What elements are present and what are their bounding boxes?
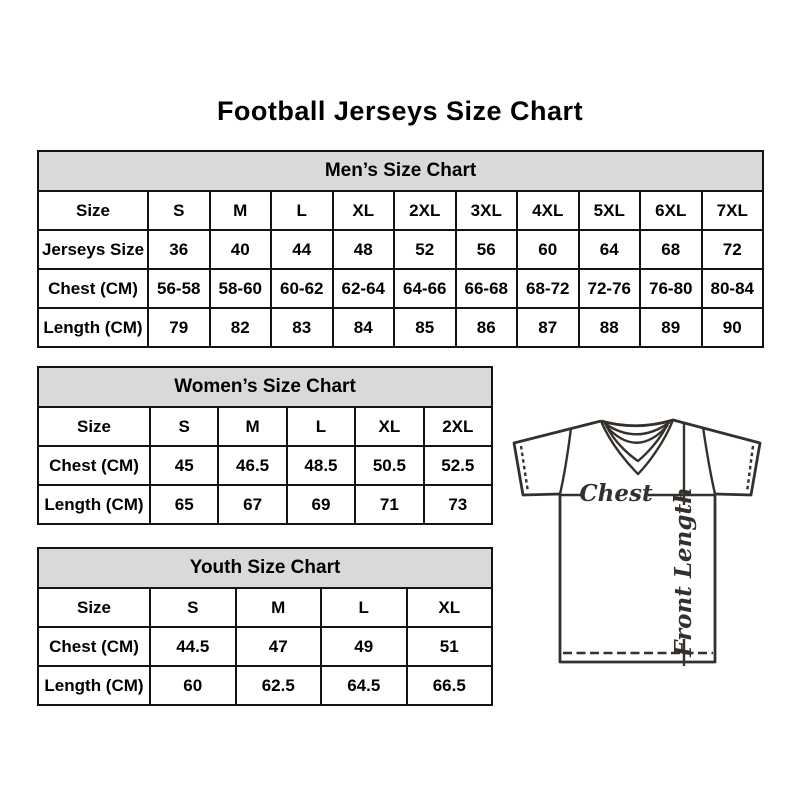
value-cell: 64.5 [321, 666, 407, 705]
row-label-cell: Jerseys Size [38, 230, 148, 269]
mens-table-grid [37, 150, 764, 348]
value-cell: 44.5 [150, 627, 236, 666]
value-cell: 52.5 [424, 446, 492, 485]
page-title: Football Jerseys Size Chart [216, 96, 584, 126]
value-cell: 72 [702, 230, 764, 269]
value-cell: 76-80 [640, 269, 702, 308]
value-cell: 69 [287, 485, 355, 524]
size-header-cell: 7XL [702, 191, 764, 230]
value-cell: 71 [355, 485, 423, 524]
chest-measure-label: Chest [579, 480, 653, 507]
value-cell: 79 [148, 308, 210, 347]
value-cell: 83 [271, 308, 333, 347]
value-cell: 87 [517, 308, 579, 347]
value-cell: 40 [210, 230, 272, 269]
value-cell: 49 [321, 627, 407, 666]
table-header-row [38, 367, 492, 407]
table-row [38, 627, 492, 666]
value-cell: 44 [271, 230, 333, 269]
size-header-cell: 2XL [424, 407, 492, 446]
value-cell: 36 [148, 230, 210, 269]
value-cell: 65 [150, 485, 218, 524]
size-header-cell: XL [333, 191, 395, 230]
table-row [38, 446, 492, 485]
value-cell: 73 [424, 485, 492, 524]
value-cell: 60 [150, 666, 236, 705]
value-cell: 66-68 [456, 269, 518, 308]
table-header-row [38, 151, 763, 191]
mens-table-title: Men’s Size Chart [38, 151, 763, 191]
row-label-cell: Size [38, 191, 148, 230]
value-cell: 72-76 [579, 269, 641, 308]
table-header-row [38, 548, 492, 588]
value-cell: 48 [333, 230, 395, 269]
row-label-cell: Length (CM) [38, 485, 150, 524]
size-header-cell: 2XL [394, 191, 456, 230]
value-cell: 60-62 [271, 269, 333, 308]
value-cell: 88 [579, 308, 641, 347]
value-cell: 47 [236, 627, 322, 666]
value-cell: 62.5 [236, 666, 322, 705]
value-cell: 52 [394, 230, 456, 269]
size-header-cell: M [210, 191, 272, 230]
row-label-cell: Size [38, 588, 150, 627]
value-cell: 80-84 [702, 269, 764, 308]
table-row [38, 308, 763, 347]
table-row [38, 407, 492, 446]
table-row [38, 666, 492, 705]
size-header-cell: XL [355, 407, 423, 446]
size-header-cell: M [218, 407, 286, 446]
size-header-cell: L [271, 191, 333, 230]
table-row [38, 269, 763, 308]
mens-size-table [37, 150, 764, 348]
row-label-cell: Length (CM) [38, 308, 148, 347]
size-header-cell: 4XL [517, 191, 579, 230]
size-header-cell: S [150, 407, 218, 446]
womens-table-grid [37, 366, 493, 525]
size-header-cell: L [321, 588, 407, 627]
value-cell: 48.5 [287, 446, 355, 485]
table-row [38, 485, 492, 524]
value-cell: 62-64 [333, 269, 395, 308]
front-length-measure-label: Front Length [670, 487, 697, 657]
value-cell: 45 [150, 446, 218, 485]
value-cell: 51 [407, 627, 493, 666]
size-header-cell: 5XL [579, 191, 641, 230]
value-cell: 84 [333, 308, 395, 347]
row-label-cell: Length (CM) [38, 666, 150, 705]
value-cell: 68-72 [517, 269, 579, 308]
table-row [38, 230, 763, 269]
value-cell: 89 [640, 308, 702, 347]
value-cell: 58-60 [210, 269, 272, 308]
youth-table-grid [37, 547, 493, 706]
value-cell: 82 [210, 308, 272, 347]
jersey-outline [514, 420, 760, 662]
womens-size-table [37, 366, 493, 525]
row-label-cell: Size [38, 407, 150, 446]
size-header-cell: S [150, 588, 236, 627]
size-header-cell: 3XL [456, 191, 518, 230]
value-cell: 64 [579, 230, 641, 269]
value-cell: 86 [456, 308, 518, 347]
value-cell: 64-66 [394, 269, 456, 308]
youth-table-title: Youth Size Chart [38, 548, 492, 588]
value-cell: 56 [456, 230, 518, 269]
size-header-cell: M [236, 588, 322, 627]
value-cell: 46.5 [218, 446, 286, 485]
value-cell: 90 [702, 308, 764, 347]
size-header-cell: XL [407, 588, 493, 627]
size-header-cell: 6XL [640, 191, 702, 230]
row-label-cell: Chest (CM) [38, 627, 150, 666]
womens-table-title: Women’s Size Chart [38, 367, 492, 407]
size-header-cell: S [148, 191, 210, 230]
value-cell: 67 [218, 485, 286, 524]
value-cell: 56-58 [148, 269, 210, 308]
value-cell: 68 [640, 230, 702, 269]
row-label-cell: Chest (CM) [38, 269, 148, 308]
value-cell: 60 [517, 230, 579, 269]
value-cell: 85 [394, 308, 456, 347]
value-cell: 50.5 [355, 446, 423, 485]
size-header-cell: L [287, 407, 355, 446]
value-cell: 66.5 [407, 666, 493, 705]
table-row [38, 191, 763, 230]
youth-size-table [37, 547, 493, 706]
table-row [38, 588, 492, 627]
row-label-cell: Chest (CM) [38, 446, 150, 485]
jersey-measurement-diagram [500, 400, 780, 680]
